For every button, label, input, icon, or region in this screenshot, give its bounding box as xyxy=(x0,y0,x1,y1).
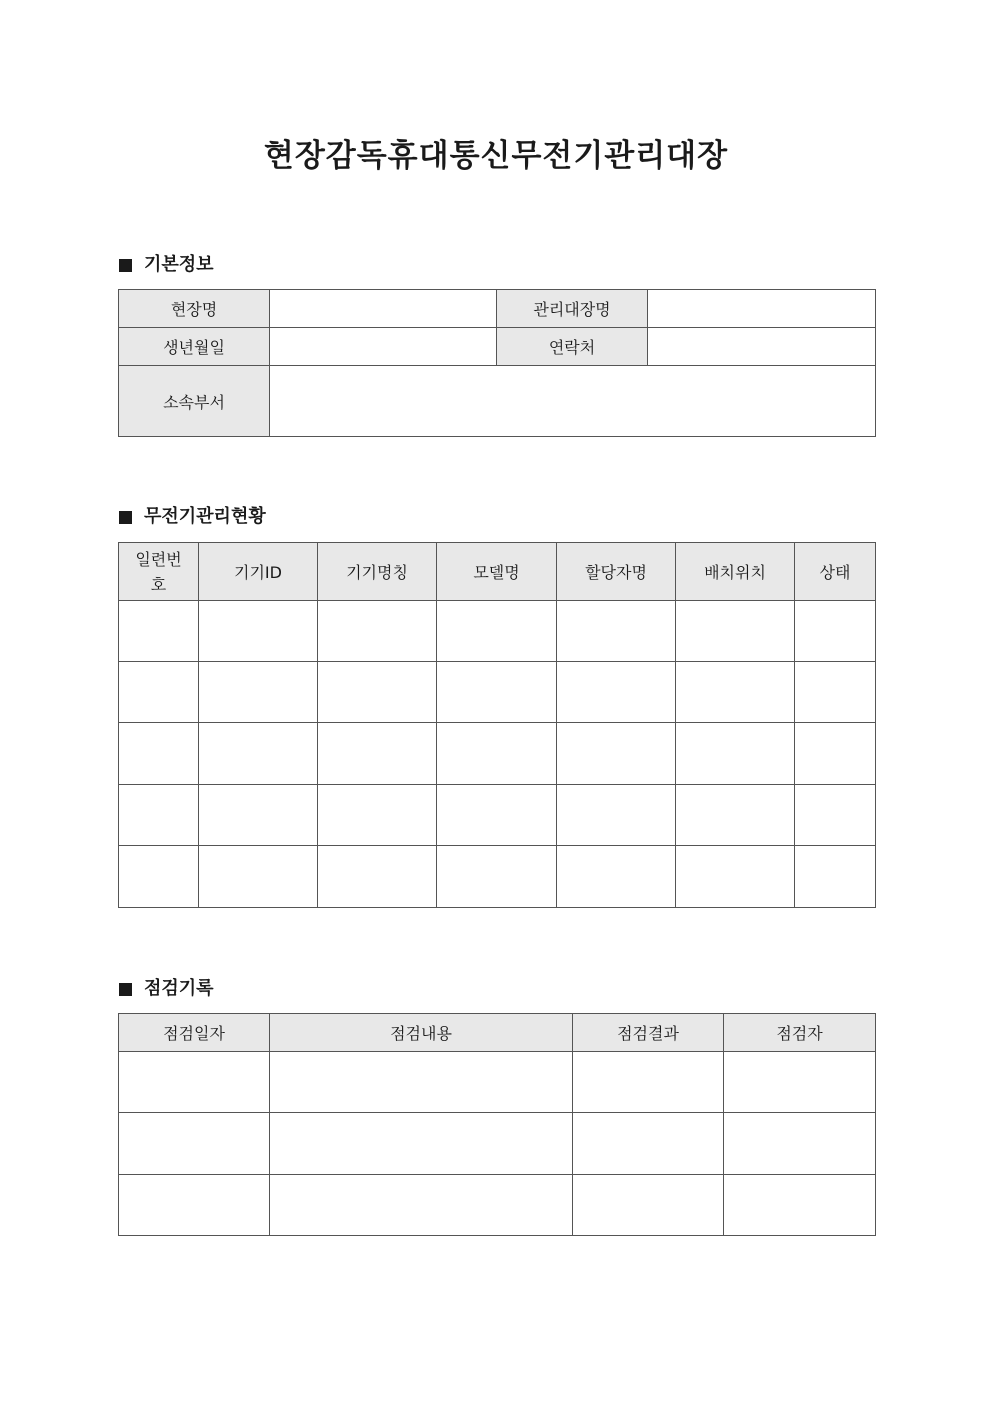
section-title-text: 기본정보 xyxy=(144,254,214,275)
page-title: 현장감독휴대통신무전기관리대장 xyxy=(263,138,729,174)
basic-info-table xyxy=(118,289,876,437)
table-cell[interactable] xyxy=(270,1175,573,1236)
table-cell[interactable] xyxy=(437,723,557,785)
table-cell[interactable] xyxy=(724,1113,876,1175)
table-cell[interactable] xyxy=(724,1175,876,1236)
column-header-inspection-content: 점검내용 xyxy=(270,1014,573,1052)
table-cell[interactable] xyxy=(318,785,437,846)
table-row xyxy=(119,662,876,723)
section-title-inspection-log xyxy=(119,977,214,1001)
section-title-basic-info xyxy=(119,253,214,277)
contact-field[interactable] xyxy=(648,328,876,366)
table-cell[interactable] xyxy=(437,601,557,662)
site-name-field[interactable] xyxy=(270,290,497,328)
column-header-model-name: 모델명 xyxy=(437,543,557,601)
table-cell[interactable] xyxy=(119,662,199,723)
table-cell[interactable] xyxy=(795,662,876,723)
table-cell[interactable] xyxy=(437,846,557,908)
column-header-assignee: 할당자명 xyxy=(557,543,676,601)
table-cell[interactable] xyxy=(676,662,795,723)
table-cell[interactable] xyxy=(795,846,876,908)
section-title-text: 점검기록 xyxy=(144,978,214,999)
table-cell[interactable] xyxy=(318,662,437,723)
table-cell[interactable] xyxy=(676,846,795,908)
table-cell[interactable] xyxy=(557,723,676,785)
table-cell[interactable] xyxy=(795,785,876,846)
column-header-location: 배치위치 xyxy=(676,543,795,601)
inspection-log-table xyxy=(118,1013,876,1236)
table-cell[interactable] xyxy=(437,785,557,846)
section-title-device-status xyxy=(119,505,266,529)
table-row xyxy=(119,601,876,662)
table-cell[interactable] xyxy=(437,662,557,723)
table-row xyxy=(119,785,876,846)
label-site-name: 현장명 xyxy=(119,290,270,328)
section-title-text: 무전기관리현황 xyxy=(144,506,266,527)
label-contact: 연락처 xyxy=(497,328,648,366)
department-field[interactable] xyxy=(270,366,876,437)
table-cell[interactable] xyxy=(318,601,437,662)
table-cell[interactable] xyxy=(573,1113,724,1175)
table-cell[interactable] xyxy=(318,846,437,908)
column-header-inspection-result: 점검결과 xyxy=(573,1014,724,1052)
device-status-table xyxy=(118,542,876,908)
birth-date-field[interactable] xyxy=(270,328,497,366)
table-cell[interactable] xyxy=(270,1113,573,1175)
column-header-device-name: 기기명칭 xyxy=(318,543,437,601)
table-row xyxy=(119,1175,876,1236)
column-header-inspector: 점검자 xyxy=(724,1014,876,1052)
table-cell[interactable] xyxy=(557,601,676,662)
table-cell[interactable] xyxy=(557,785,676,846)
table-cell[interactable] xyxy=(676,601,795,662)
table-cell[interactable] xyxy=(557,846,676,908)
table-cell[interactable] xyxy=(199,662,318,723)
square-bullet-icon xyxy=(119,259,132,272)
table-cell[interactable] xyxy=(199,723,318,785)
table-cell[interactable] xyxy=(573,1052,724,1113)
table-cell[interactable] xyxy=(573,1175,724,1236)
table-cell[interactable] xyxy=(676,723,795,785)
table-cell[interactable] xyxy=(318,723,437,785)
manager-name-field[interactable] xyxy=(648,290,876,328)
table-cell[interactable] xyxy=(557,662,676,723)
table-row xyxy=(119,1113,876,1175)
table-cell[interactable] xyxy=(119,846,199,908)
table-cell[interactable] xyxy=(119,1113,270,1175)
column-header-device-id: 기기ID xyxy=(199,543,318,601)
table-cell[interactable] xyxy=(270,1052,573,1113)
table-cell[interactable] xyxy=(119,723,199,785)
table-row xyxy=(119,723,876,785)
table-cell[interactable] xyxy=(795,601,876,662)
column-header-inspection-date: 점검일자 xyxy=(119,1014,270,1052)
table-cell[interactable] xyxy=(119,601,199,662)
table-cell[interactable] xyxy=(119,1175,270,1236)
table-cell[interactable] xyxy=(199,785,318,846)
table-cell[interactable] xyxy=(795,723,876,785)
table-cell[interactable] xyxy=(119,1052,270,1113)
table-cell[interactable] xyxy=(119,785,199,846)
table-cell[interactable] xyxy=(199,601,318,662)
table-cell[interactable] xyxy=(199,846,318,908)
square-bullet-icon xyxy=(119,511,132,524)
column-header-status: 상태 xyxy=(795,543,876,601)
square-bullet-icon xyxy=(119,983,132,996)
column-header-serial-number: 일련번호 xyxy=(119,543,199,601)
label-birth-date: 생년월일 xyxy=(119,328,270,366)
table-cell[interactable] xyxy=(676,785,795,846)
table-row xyxy=(119,1052,876,1113)
table-row xyxy=(119,846,876,908)
label-department: 소속부서 xyxy=(119,366,270,437)
table-cell[interactable] xyxy=(724,1052,876,1113)
label-manager-name: 관리대장명 xyxy=(497,290,648,328)
